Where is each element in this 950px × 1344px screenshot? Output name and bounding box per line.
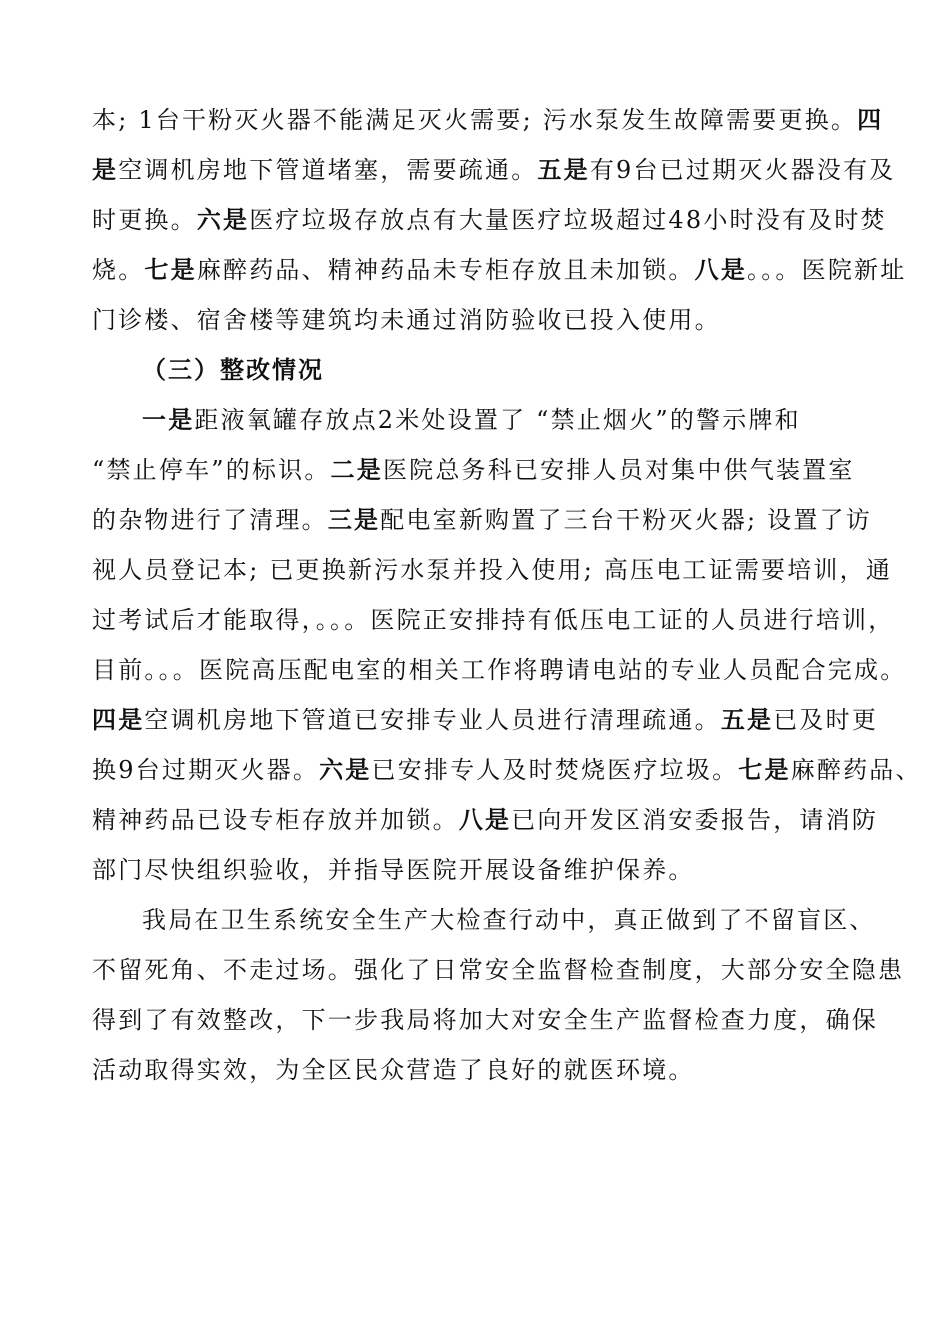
bold-ordinal: 五是 bbox=[720, 706, 774, 734]
text-run: 门诊楼、宿舍楼等建筑均未通过消防验收已投入使用。 bbox=[92, 306, 721, 334]
text-run: 烧。 bbox=[92, 256, 145, 284]
paragraph-line bbox=[92, 105, 882, 135]
text-run: 配电室新购置了三台干粉灭火器; 设置了访 bbox=[380, 506, 872, 534]
text-run: 医院总务科已安排人员对集中供气装置室 bbox=[382, 456, 855, 484]
bold-ordinal: 是 bbox=[92, 156, 119, 184]
bold-ordinal: 五是 bbox=[537, 156, 590, 184]
text-run: 有9台已过期灭火器没有及 bbox=[589, 156, 896, 184]
bold-ordinal: 六是 bbox=[196, 206, 250, 234]
paragraph-line: 不留死角、不走过场。强化了日常安全监督检查制度，大部分安全隐患 bbox=[92, 956, 905, 984]
text-run: 目前。。。医院高压配电室的相关工作将聘请电站的专业人员配合完成。 bbox=[92, 656, 907, 684]
text-run: 精神药品已设专柜存放并加锁。 bbox=[92, 806, 459, 834]
paragraph-line bbox=[92, 805, 882, 835]
text-run: 本; 1台干粉灭火器不能满足灭火需要; 污水泵发生故障需要更换。 bbox=[92, 106, 858, 134]
text-run: 已安排专人及时焚烧医疗垃圾。 bbox=[371, 756, 739, 784]
text-run: 麻醉药品、 bbox=[790, 756, 922, 784]
bold-ordinal: 一是 bbox=[142, 406, 195, 434]
paragraph-line bbox=[92, 705, 882, 735]
bold-ordinal: 四 bbox=[857, 106, 884, 134]
text-run: 空调机房地下管道堵塞，需要疏通。 bbox=[118, 156, 538, 184]
text-run: 换9台过期灭火器。 bbox=[92, 756, 320, 784]
bold-ordinal: 八是 bbox=[458, 806, 512, 834]
paragraph-line bbox=[92, 505, 882, 535]
text-run: 时更换。 bbox=[92, 206, 197, 234]
text-run: 空调机房地下管道已安排专业人员进行清理疏通。 bbox=[144, 706, 721, 734]
bold-ordinal: 四是 bbox=[92, 706, 145, 734]
paragraph-line bbox=[92, 655, 907, 685]
text-run: 的杂物进行了清理。 bbox=[92, 506, 328, 534]
bold-ordinal: 二是 bbox=[330, 456, 383, 484]
text-run: “禁止停车”的标识。 bbox=[92, 456, 331, 484]
bold-ordinal: 六是 bbox=[319, 756, 372, 784]
paragraph-line bbox=[92, 155, 896, 185]
paragraph-line bbox=[92, 305, 882, 335]
section-heading: （三）整改情况 bbox=[142, 356, 324, 384]
paragraph-line bbox=[92, 555, 893, 585]
paragraph-line bbox=[92, 755, 922, 785]
paragraph-line bbox=[92, 605, 895, 635]
text-run: 医疗垃圾存放点有大量医疗垃圾超过48小时没有及时焚 bbox=[249, 206, 887, 234]
paragraph-line bbox=[92, 255, 907, 285]
paragraph-line: 我局在卫生系统安全生产大检查行动中，真正做到了不留盲区、 bbox=[142, 906, 876, 934]
paragraph-line bbox=[92, 855, 882, 885]
text-run: 已向开发区消安委报告，请消防 bbox=[511, 806, 879, 834]
text-run: 。。。医院新址 bbox=[747, 256, 907, 284]
text-run: 过考试后才能取得，。。。医院正安排持有低压电工证的人员进行培训， bbox=[92, 606, 895, 634]
bold-ordinal: 七是 bbox=[144, 256, 197, 284]
text-run: 视人员登记本; 已更换新污水泵并投入使用; 高压电工证需要培训，通 bbox=[92, 556, 893, 584]
bold-ordinal: 八是 bbox=[694, 256, 748, 284]
text-run: 已及时更 bbox=[773, 706, 879, 734]
text-run: 距液氧罐存放点2米处设置了 “禁止烟火”的警示牌和 bbox=[194, 406, 801, 434]
text-run: 麻醉药品、精神药品未专柜存放且未加锁。 bbox=[196, 256, 695, 284]
paragraph-line bbox=[142, 405, 882, 435]
paragraph-line: 活动取得实效，为全区民众营造了良好的就医环境。 bbox=[92, 1056, 695, 1084]
bold-ordinal: 三是 bbox=[327, 506, 381, 534]
paragraph-line bbox=[92, 205, 887, 235]
paragraph-line bbox=[92, 455, 882, 485]
bold-ordinal: 七是 bbox=[738, 756, 791, 784]
paragraph-line: 得到了有效整改，下一步我局将加大对安全生产监督检查力度，确保 bbox=[92, 1006, 878, 1034]
text-run: 部门尽快组织验收，并指导医院开展设备维护保养。 bbox=[92, 856, 695, 884]
